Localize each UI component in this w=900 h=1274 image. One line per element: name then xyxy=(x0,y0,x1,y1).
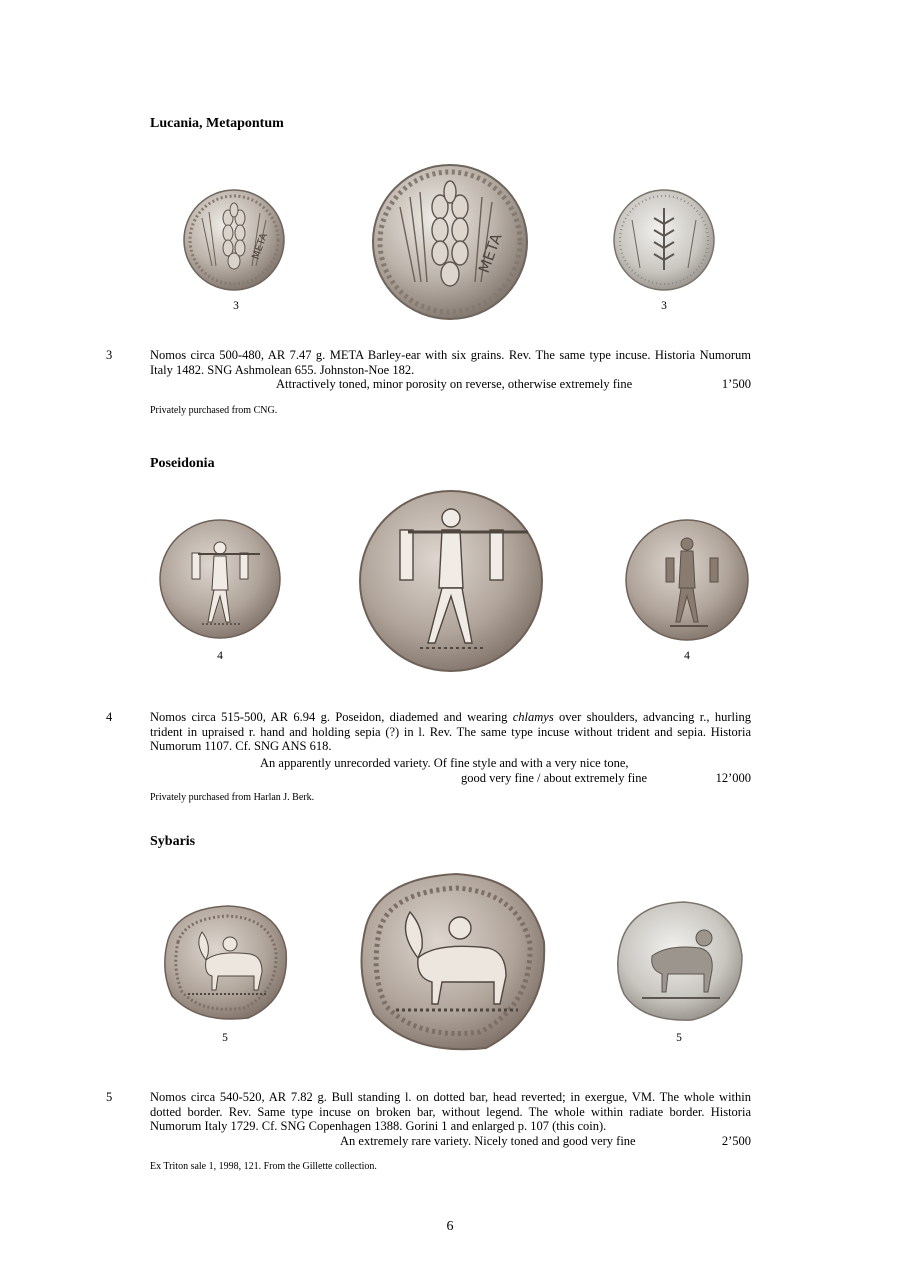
coin-obverse-poseidonia-enlarged xyxy=(358,488,544,674)
image-label: 5 xyxy=(676,1032,682,1044)
coin-obverse-poseidonia-small xyxy=(158,518,282,640)
condition-line: An extremely rare variety. Nicely toned and good very fine xyxy=(340,1134,636,1148)
coin-legend: META xyxy=(250,231,271,262)
coin-reverse-sybaris xyxy=(612,896,746,1026)
coin-reverse-poseidonia xyxy=(624,518,750,642)
provenance: Privately purchased from CNG. xyxy=(150,405,278,416)
section-heading-metapontum: Lucania, Metapontum xyxy=(150,116,284,131)
condition-line: good very fine / about extremely fine xyxy=(461,771,648,785)
lot-description: Nomos circa 540-520, AR 7.82 g. Bull standing l. on dotted bar, head reverted; in exergue, VM. The whole within dotted border. Rev. Same type incuse on broken bar, without legend. The whole within radiate border. Historia Numorum Italy 1729. Cf. SNG Copenhagen 1388. Gorini 1 and enlarged p. 107 (this coin). xyxy=(150,1090,751,1133)
image-label: 4 xyxy=(684,650,690,662)
condition-line: An apparently unrecorded variety. Of fine style and with a very nice tone, xyxy=(260,756,629,770)
coin-obverse-metapontum-small xyxy=(182,188,287,293)
coin-legend-enlarged: META xyxy=(474,230,506,276)
section-heading-sybaris: Sybaris xyxy=(150,834,196,849)
condition-line: Attractively toned, minor porosity on reverse, otherwise extremely fine xyxy=(276,377,633,391)
page-number: 6 xyxy=(446,1219,454,1234)
italic-term: chlamys xyxy=(512,710,554,724)
coin-reverse-metapontum xyxy=(612,188,716,292)
lot-number: 3 xyxy=(106,348,113,362)
lot-number: 4 xyxy=(106,710,113,724)
section-heading-poseidonia: Poseidonia xyxy=(150,456,215,471)
coin-obverse-metapontum-enlarged xyxy=(370,162,530,322)
provenance: Ex Triton sale 1, 1998, 121. From the Gillette collection. xyxy=(150,1161,377,1172)
image-label: 4 xyxy=(217,650,223,662)
coin-obverse-sybaris-small xyxy=(158,900,292,1024)
lot-price: 12’000 xyxy=(715,771,751,785)
provenance: Privately purchased from Harlan J. Berk. xyxy=(150,792,315,803)
lot-price: 2’500 xyxy=(721,1134,751,1148)
lot-number: 5 xyxy=(106,1090,113,1104)
lot-description: Nomos circa 515-500, AR 6.94 g. Poseidon, diademed and wearing chlamys over shoulders, advancing r., hurling trident in upraised r. hand and holding sepia (?) in l. Rev. The same type incuse without trident and sepia. Historia Numorum 1107. Cf. SNG ANS 618. xyxy=(150,710,752,753)
image-label: 3 xyxy=(661,300,667,312)
coin-obverse-sybaris-enlarged xyxy=(352,866,552,1060)
image-label: 3 xyxy=(233,300,239,312)
lot-description: Nomos circa 500-480, AR 7.47 g. META Barley-ear with six grains. Rev. The same type incuse. Historia Numorum Italy 1482. SNG Ashmolean 655. Johnston-Noe 182. xyxy=(150,348,751,377)
lot-price: 1’500 xyxy=(721,377,751,391)
image-label: 5 xyxy=(222,1032,228,1044)
